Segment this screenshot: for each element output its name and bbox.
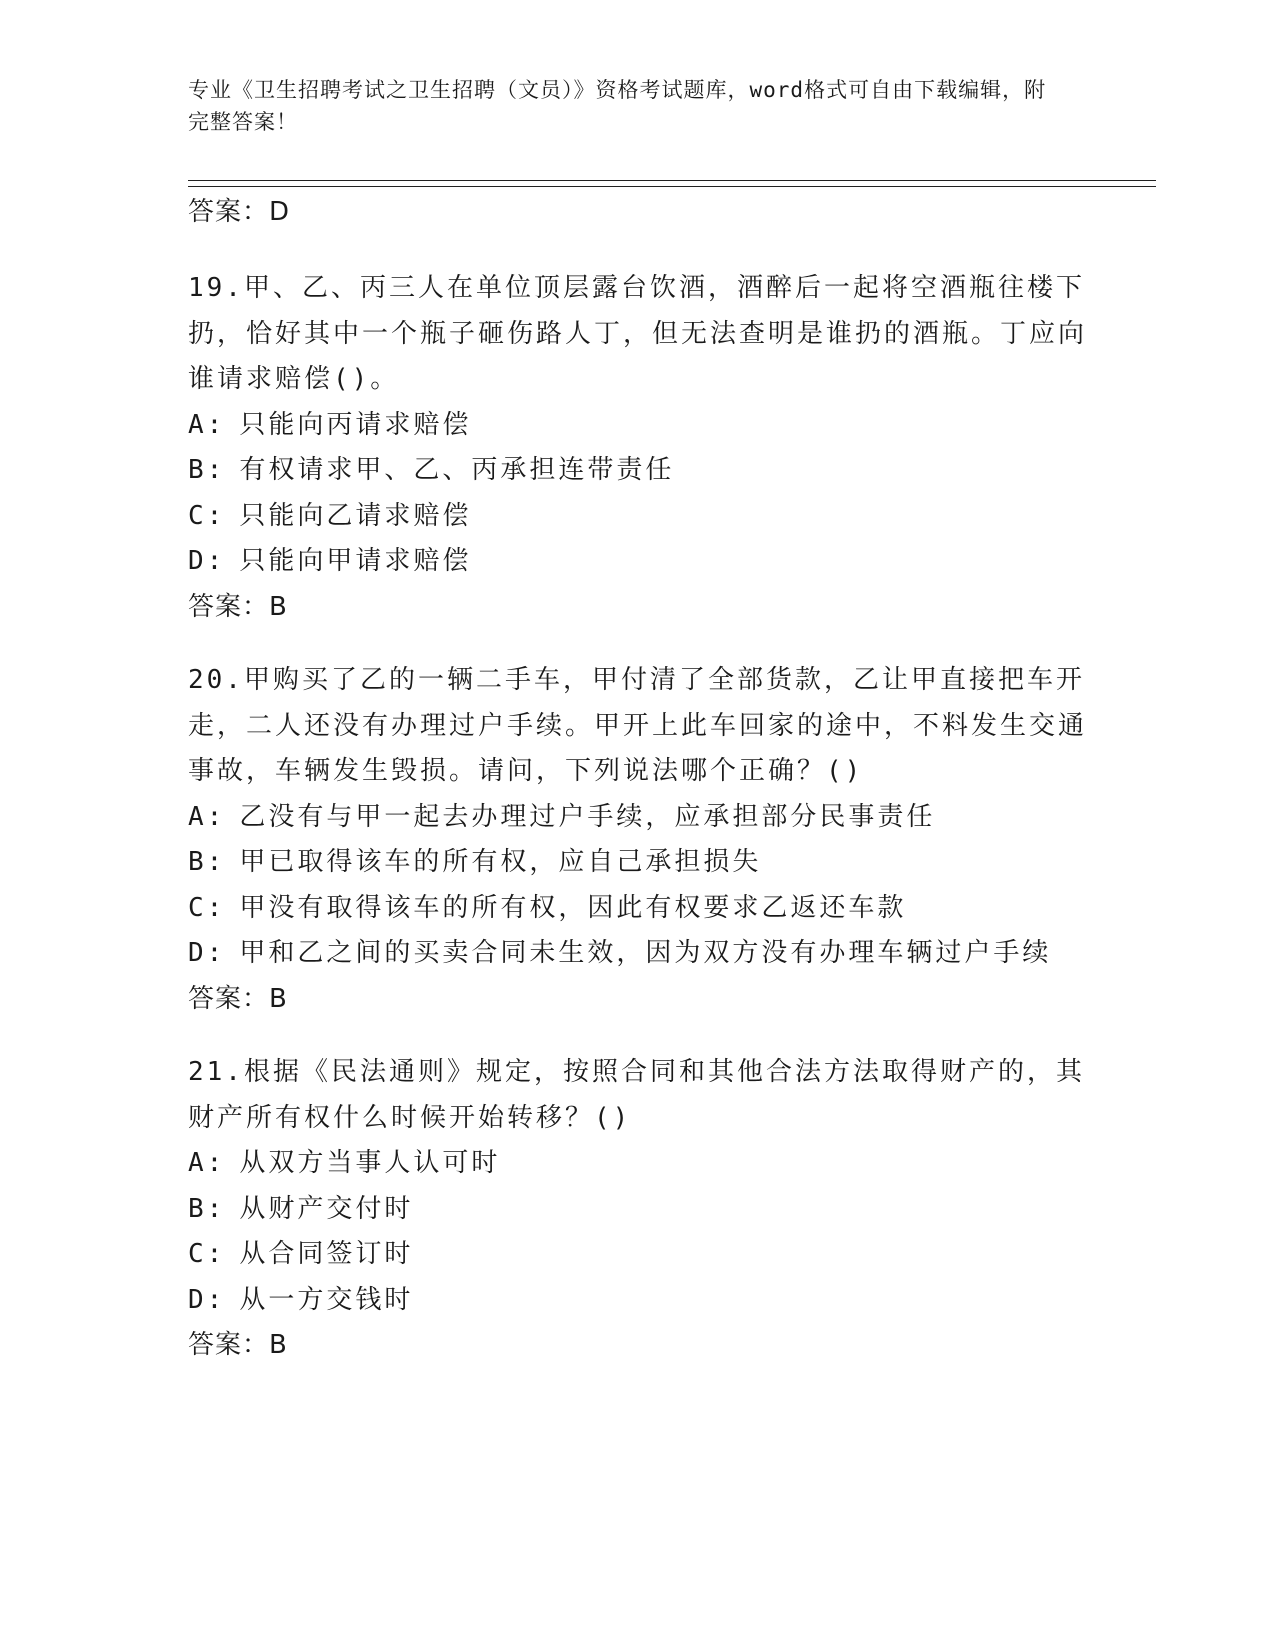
option-c: C : 只能向乙请求赔偿 bbox=[188, 494, 1088, 540]
option-a: A : 乙没有与甲一起去办理过户手续，应承担部分民事责任 bbox=[188, 795, 1088, 841]
option-d: D : 甲和乙之间的买卖合同未生效，因为双方没有办理车辆过户手续 bbox=[188, 931, 1088, 977]
option-d: D : 从一方交钱时 bbox=[188, 1278, 1088, 1324]
option-c: C : 甲没有取得该车的所有权，因此有权要求乙返还车款 bbox=[188, 886, 1088, 932]
option-b: B : 从财产交付时 bbox=[188, 1187, 1088, 1233]
question-20 bbox=[188, 658, 1088, 1022]
question-stem: 20.甲购买了乙的一辆二手车，甲付清了全部货款，乙让甲直接把车开走，二人还没有办理过户手续。甲开上此车回家的途中，不料发生交通事故，车辆发生毁损。请问，下列说法哪个正确？() bbox=[188, 665, 1088, 786]
option-b: B : 有权请求甲、乙、丙承担连带责任 bbox=[188, 448, 1088, 494]
header-divider bbox=[188, 180, 1156, 187]
question-stem: 19.甲、乙、丙三人在单位顶层露台饮酒，酒醉后一起将空酒瓶往楼下扔，恰好其中一个瓶子砸伤路人丁，但无法查明是谁扔的酒瓶。丁应向谁请求赔偿()。 bbox=[188, 273, 1088, 394]
option-a: A : 只能向丙请求赔偿 bbox=[188, 403, 1088, 449]
answer-label: 答案：B bbox=[188, 983, 288, 1014]
answer-label: 答案：D bbox=[188, 197, 291, 227]
question-19 bbox=[188, 266, 1088, 630]
option-c: C : 从合同签订时 bbox=[188, 1232, 1088, 1278]
option-d: D : 只能向甲请求赔偿 bbox=[188, 539, 1088, 585]
page-header: 专业《卫生招聘考试之卫生招聘（文员）》资格考试题库，word格式可自由下载编辑，附完整答案！ bbox=[188, 78, 1047, 134]
option-a: A : 从双方当事人认可时 bbox=[188, 1141, 1088, 1187]
answer-label: 答案：B bbox=[188, 591, 288, 622]
question-stem: 21.根据《民法通则》规定，按照合同和其他合法方法取得财产的，其财产所有权什么时候开始转移？() bbox=[188, 1057, 1085, 1133]
answer-label: 答案：B bbox=[188, 1330, 288, 1360]
question-21 bbox=[188, 1050, 1088, 1369]
option-b: B : 甲已取得该车的所有权，应自己承担损失 bbox=[188, 840, 1088, 886]
